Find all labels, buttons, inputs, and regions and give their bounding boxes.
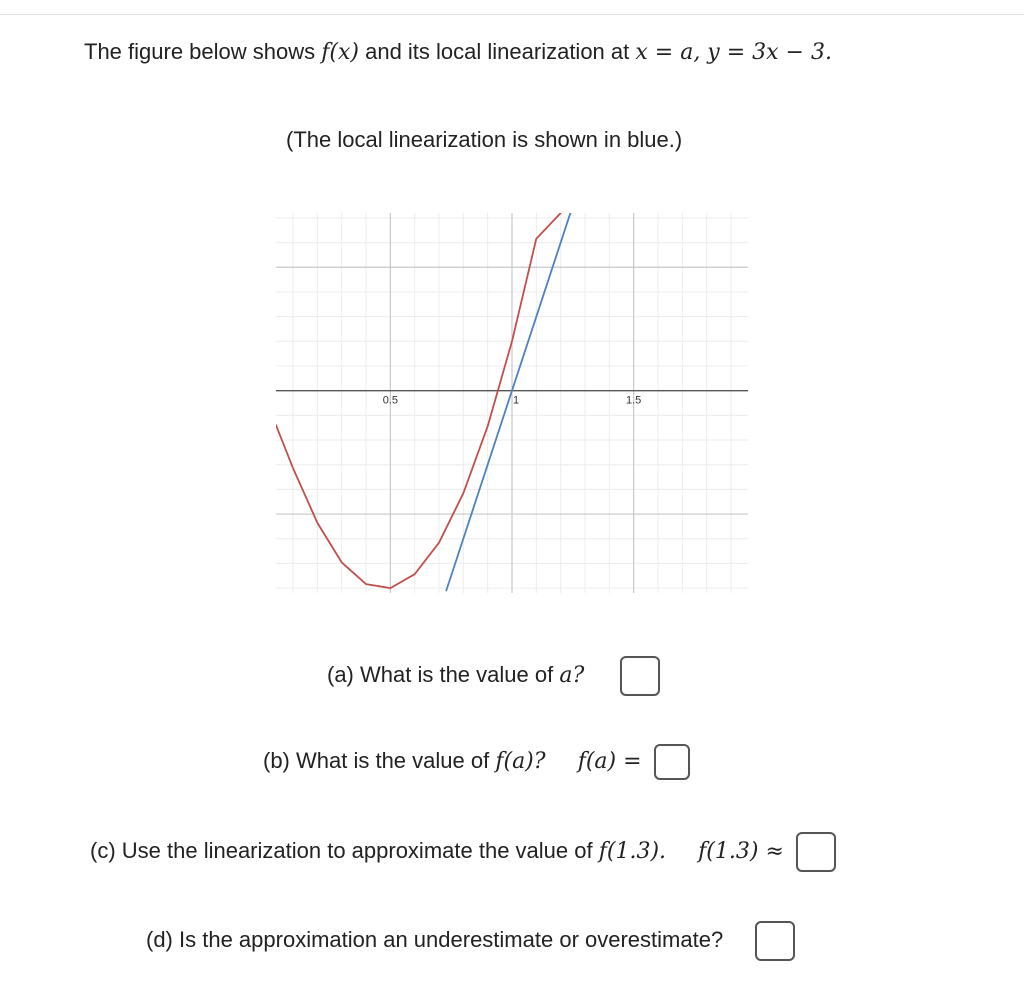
x-tick-label: 0.5 (382, 394, 398, 407)
question-b (263, 744, 690, 780)
linearization-line (446, 213, 570, 591)
question-a (327, 656, 660, 696)
question-c-text: (c) Use the linearization to approximate the value of (90, 837, 593, 863)
intro-function: f(x) (321, 40, 359, 65)
linearization-note: (The local linearization is shown in blue.) (286, 127, 683, 152)
x-tick-label: 1.5 (626, 394, 642, 407)
answer-c-input[interactable] (796, 832, 836, 872)
question-b-lhs: f(a) = (577, 748, 642, 774)
problem-statement (84, 38, 832, 67)
intro-text: The figure below shows (84, 39, 316, 64)
question-a-text: (a) What is the value of (327, 661, 554, 687)
function-graph (276, 213, 748, 593)
x-tick-label: 1 (513, 394, 520, 407)
question-b-variable: f(a)? (495, 748, 546, 774)
answer-d-input[interactable] (755, 921, 795, 961)
question-c-lhs: f(1.3) ≈ (698, 838, 784, 864)
question-c-variable: f(1.3). (598, 838, 667, 864)
intro-mid-text: and its local linearization at (365, 39, 630, 64)
top-divider (0, 14, 1024, 15)
question-b-text: (b) What is the value of (263, 747, 490, 773)
answer-b-input[interactable] (654, 744, 690, 780)
series-lines (276, 213, 570, 591)
question-a-variable: a? (559, 662, 585, 688)
answer-a-input[interactable] (620, 656, 660, 696)
question-d (146, 921, 795, 961)
question-d-text: (d) Is the approximation an underestimate or overestimate? (146, 926, 724, 952)
grid-major (276, 213, 748, 593)
intro-equation: x = a, y = 3x − 3. (635, 40, 832, 65)
question-c (90, 832, 836, 872)
